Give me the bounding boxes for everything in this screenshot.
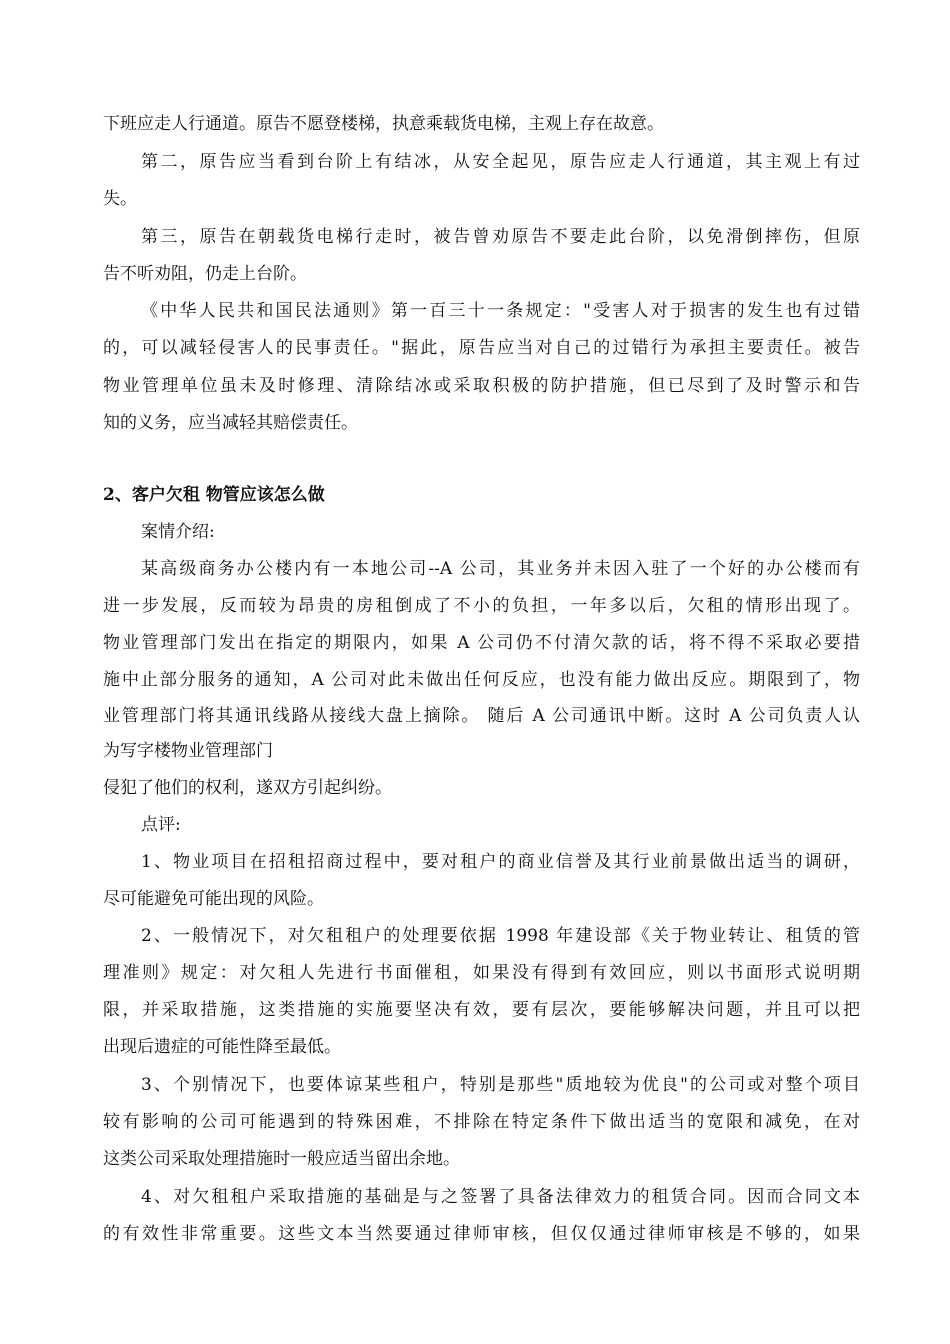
paragraph-line: 物业管理单位虽未及时修理、清除结冰或采取积极的防护措施，但已尽到了及时警示和告: [103, 376, 860, 396]
paragraph-line: 2、一般情况下，对欠租租户的处理要依据 1998 年建设部《关于物业转让、租赁的管: [141, 926, 860, 946]
paragraph-line: 《中华人民共和国民法通则》第一百三十一条规定："受害人对于损害的发生也有过错: [141, 301, 860, 321]
paragraph-line: 为写字楼物业管理部门: [103, 741, 273, 761]
paragraph-line: 下班应走人行通道。原告不愿登楼梯，执意乘载货电梯，主观上存在故意。: [103, 114, 664, 134]
paragraph-line: 业管理部门将其通讯线路从接线大盘上摘除。 随后 A 公司通讯中断。这时 A 公司负责人认: [103, 706, 860, 726]
section-heading: 2、客户欠租 物管应该怎么做: [103, 485, 325, 505]
paragraph-line: 知的义务，应当减轻其赔偿责任。: [103, 413, 358, 433]
paragraph-line: 出现后遗症的可能性降至最低。: [103, 1037, 341, 1057]
paragraph-line: 某高级商务办公楼内有一本地公司--A 公司，其业务并未因入驻了一个好的办公楼而有: [141, 559, 860, 579]
paragraph-line: 的，可以减轻侵害人的民事责任。"据此，原告应当对自己的过错行为承担主要责任。被告: [103, 338, 860, 358]
paragraph-line: 的有效性非常重要。这些文本当然要通过律师审核，但仅仅通过律师审核是不够的，如果: [103, 1224, 860, 1244]
paragraph-line: 点评:: [141, 815, 181, 835]
paragraph-line: 进一步发展，反而较为昂贵的房租倒成了不小的负担，一年多以后，欠租的情形出现了。: [103, 596, 860, 616]
paragraph-line: 失。: [103, 189, 137, 209]
paragraph-line: 3、个别情况下，也要体谅某些租户，特别是那些"质地较为优良"的公司或对整个项目: [141, 1075, 860, 1095]
paragraph-line: 侵犯了他们的权利，遂双方引起纠纷。: [103, 778, 392, 798]
paragraph-line: 限，并采取措施，这类措施的实施要坚决有效，要有层次，要能够解决问题，并且可以把: [103, 1000, 860, 1020]
paragraph-line: 第二，原告应当看到台阶上有结冰，从安全起见，原告应走人行通道，其主观上有过: [141, 152, 860, 172]
paragraph-line: 4、对欠租租户采取措施的基础是与之签署了具备法律效力的租赁合同。因而合同文本: [141, 1187, 860, 1207]
paragraph-line: 案情介绍:: [141, 522, 215, 542]
paragraph-line: 较有影响的公司可能遇到的特殊困难，不排除在特定条件下做出适当的宽限和减免，在对: [103, 1112, 860, 1132]
paragraph-line: 物业管理部门发出在指定的期限内，如果 A 公司仍不付清欠款的话，将不得不采取必要措: [103, 633, 860, 653]
paragraph-line: 尽可能避免可能出现的风险。: [103, 889, 324, 909]
paragraph-line: 第三，原告在朝载货电梯行走时，被告曾劝原告不要走此台阶，以免滑倒摔伤，但原: [141, 227, 860, 247]
paragraph-line: 1、物业项目在招租招商过程中，要对租户的商业信誉及其行业前景做出适当的调研，: [141, 852, 860, 872]
paragraph-line: 这类公司采取处理措施时一般应适当留出余地。: [103, 1149, 460, 1169]
paragraph-line: 理准则》规定：对欠租人先进行书面催租，如果没有得到有效回应，则以书面形式说明期: [103, 963, 860, 983]
paragraph-line: 施中止部分服务的通知，A 公司对此未做出任何反应，也没有能力做出反应。期限到了，物: [103, 670, 860, 690]
paragraph-line: 告不听劝阻，仍走上台阶。: [103, 264, 307, 284]
